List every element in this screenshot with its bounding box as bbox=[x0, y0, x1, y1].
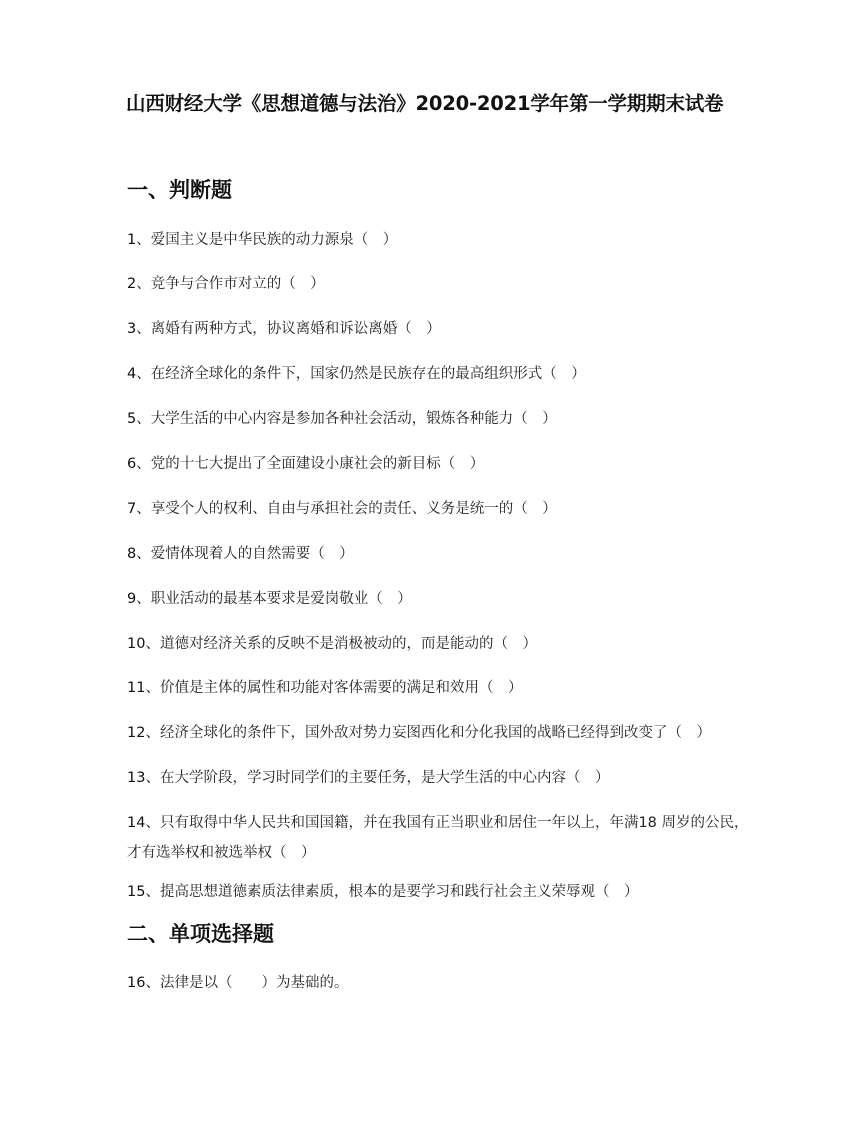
question-item bbox=[127, 494, 767, 524]
document-title: 山西财经大学《思想道德与法治》2020-2021学年第一学期期末试卷 bbox=[126, 92, 724, 115]
question-number: 5、 bbox=[127, 411, 151, 427]
question-number: 15、 bbox=[127, 884, 160, 900]
question-text: 大学生活的中心内容是参加各种社会活动，锻炼各种能力（ ） bbox=[150, 411, 557, 427]
question-text: 党的十七大提出了全面建设小康社会的新目标（ ） bbox=[150, 456, 485, 472]
question-item bbox=[127, 808, 752, 868]
question-item bbox=[127, 718, 767, 748]
question-number: 1、 bbox=[127, 232, 151, 248]
question-number: 4、 bbox=[127, 366, 151, 382]
question-number: 14、 bbox=[127, 815, 160, 831]
question-item bbox=[127, 225, 767, 255]
question-text: 法律是以（ ）为基础的。 bbox=[159, 975, 349, 991]
question-item bbox=[127, 404, 767, 434]
question-text: 爱国主义是中华民族的动力源泉（ ） bbox=[150, 232, 398, 248]
question-item bbox=[127, 763, 767, 793]
question-item bbox=[127, 877, 767, 907]
question-text: 经济全球化的条件下，国外敌对势力妄图西化和分化我国的战略已经得到改变了（ ） bbox=[159, 725, 711, 741]
question-number: 10、 bbox=[127, 636, 160, 652]
question-item bbox=[127, 584, 767, 614]
question-item bbox=[127, 673, 767, 703]
question-item bbox=[127, 449, 767, 479]
question-number: 11、 bbox=[127, 680, 160, 696]
question-number: 7、 bbox=[127, 501, 151, 517]
question-item bbox=[127, 629, 767, 659]
question-text: 只有取得中华人民共和国国籍，并在我国有正当职业和居住一年以上，年满18 周岁的公民，才有选举权和被选举权（ ） bbox=[127, 815, 749, 861]
question-number: 13、 bbox=[127, 770, 160, 786]
section-heading-true-false: 一、判断题 bbox=[127, 178, 232, 202]
question-number: 3、 bbox=[127, 321, 151, 337]
question-text: 享受个人的权利、自由与承担社会的责任、义务是统一的（ ） bbox=[150, 501, 557, 517]
question-number: 9、 bbox=[127, 591, 151, 607]
question-number: 8、 bbox=[127, 546, 151, 562]
question-text: 在大学阶段，学习时同学们的主要任务，是大学生活的中心内容（ ） bbox=[159, 770, 610, 786]
question-text: 爱情体现着人的自然需要（ ） bbox=[150, 546, 354, 562]
question-text: 离婚有两种方式，协议离婚和诉讼离婚（ ） bbox=[150, 321, 441, 337]
section-heading-single-choice: 二、单项选择题 bbox=[127, 922, 274, 946]
question-text: 在经济全球化的条件下，国家仍然是民族存在的最高组织形式（ ） bbox=[150, 366, 586, 382]
question-text: 道德对经济关系的反映不是消极被动的，而是能动的（ ） bbox=[159, 636, 537, 652]
question-number: 2、 bbox=[127, 276, 151, 292]
question-item bbox=[127, 359, 767, 389]
question-text: 竞争与合作市对立的（ ） bbox=[150, 276, 325, 292]
question-item bbox=[127, 968, 767, 998]
question-text: 职业活动的最基本要求是爱岗敬业（ ） bbox=[150, 591, 412, 607]
question-text: 提高思想道德素质法律素质，根本的是要学习和践行社会主义荣辱观（ ） bbox=[159, 884, 639, 900]
question-number: 12、 bbox=[127, 725, 160, 741]
question-number: 16、 bbox=[127, 975, 160, 991]
question-item bbox=[127, 314, 767, 344]
question-number: 6、 bbox=[127, 456, 151, 472]
question-text: 价值是主体的属性和功能对客体需要的满足和效用（ ） bbox=[159, 680, 523, 696]
question-item bbox=[127, 269, 767, 299]
question-item bbox=[127, 539, 767, 569]
